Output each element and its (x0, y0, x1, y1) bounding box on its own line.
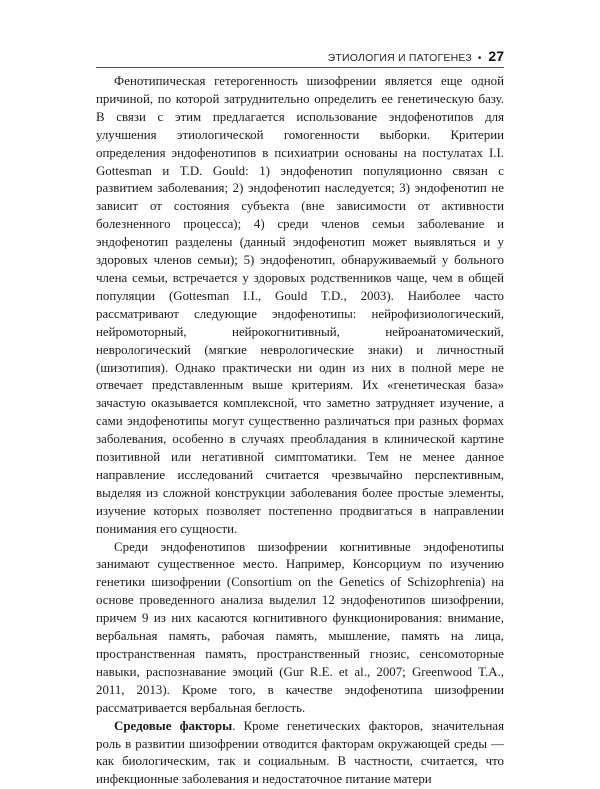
paragraph (96, 73, 504, 539)
paragraph-text: . Кроме генетических факторов, значительная роль в развитии шизофрении отводится факторам окружающей среды — как биологическим, так и социальным. В частности, считается, что инфекционные заболевания и недостаточное питание матери (96, 718, 504, 787)
paragraph (96, 539, 504, 718)
bullet-separator: • (477, 53, 482, 64)
paragraph (96, 718, 504, 789)
lead-term: Средовые факторы (114, 718, 233, 733)
page-number: 27 (488, 48, 504, 64)
section-title: ЭТИОЛОГИЯ И ПАТОГЕНЕЗ (327, 52, 472, 64)
paragraph-text: Среди эндофенотипов шизофрении когнитивные эндофенотипы занимают существенное место. Например, Консорциум по изучению генетики шизофрении (Consortium on the Genetics of Schizophrenia) на основе проведенного анализа выделил 12 эндофенотипов шизофрении, причем 9 из них касаются когнитивного функционирования: внимание, вербальная память, рабочая память, мышление, память на лица, пространственная память, пространственный гнозис, сенсомоторные навыки, распознавание эмоций (Gur R.E. et al., 2007; Greenwood T.A., 2011, 2013). Кроме того, в качестве эндофенотипа шизофрении рассматривается вербальная беглость. (96, 539, 504, 715)
body-text (96, 73, 504, 789)
header-rule (96, 67, 504, 68)
running-head (96, 48, 504, 66)
paragraph-text: Фенотипическая гетерогенность шизофрении является еще одной причиной, по которой затруднительно определить ее генетическую базу. В связи с этим предлагается использование эндофенотипов для улучшения этиологической гомогенности выборки. Критерии определения эндофенотипов в психиатрии основаны на постулатах I.I. Gottesman и T.D. Gould: 1) эндофенотип популяционно связан с развитием заболевания; 2) эндофенотип наследуется; 3) эндофенотип не зависит от состояния субъекта (вне зависимости от активности болезненного процесса); 4) среди членов семьи заболевание и эндофенотип разделены (данный эндофенотип может выявляться и у здоровых членов семьи); 5) эндофенотип, обнаруживаемый у больного члена семьи, встречается у здоровых родственников чаще, чем в общей популяции (Gottesman I.I., Gould T.D., 2003). Наиболее часто рассматривают следующие эндофенотипы: нейрофизиологический, нейромоторный, нейрокогнитивный, нейроанатомический, неврологический (мягкие неврологические знаки) и личностный (шизотипия). Однако практически ни один из них в полной мере не отвечает представленным выше критериям. Их «генетическая база» зачастую оказывается комплексной, что заметно затрудняет изучение, а сами эндофенотипы могут существенно различаться при разных формах заболевания, особенно в случаях преобладания в клинической картине позитивной или негативной симптоматики. Тем не менее данное направление исследований считается чрезвычайно перспективным, выделяя из сложной конструкции заболевания более простые элементы, изучение которых позволяет постепенно продвигаться в направлении понимания его сущности. (96, 74, 504, 536)
